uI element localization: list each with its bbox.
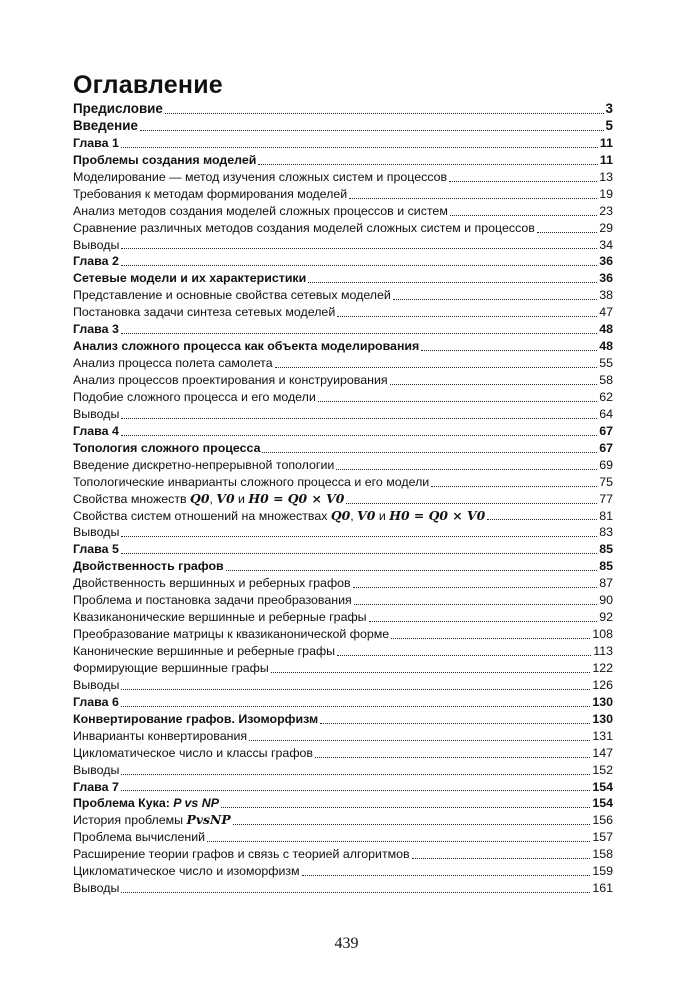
dot-leader: [308, 281, 597, 283]
toc-entry: [73, 609, 613, 626]
toc-entry-title: [73, 524, 119, 541]
toc-entry-page: 13: [599, 169, 613, 184]
math-expression: H0 = Q0 × V0: [389, 507, 486, 523]
toc-entry-page: 67: [599, 440, 613, 455]
title-text: Выводы: [73, 525, 120, 540]
toc-entry-page: 147: [592, 745, 613, 760]
title-text: Выводы: [73, 677, 120, 692]
toc-entry-title: [73, 558, 224, 575]
title-text: Проблема вычислений: [73, 830, 206, 845]
toc-entry-page: 83: [599, 525, 613, 540]
toc-entry-page: 38: [599, 288, 613, 303]
toc-entry-title: [73, 321, 119, 338]
toc-entry-title: [73, 406, 119, 423]
page-title: Оглавление: [73, 71, 223, 99]
title-text: Глава 4: [73, 423, 119, 438]
table-of-contents: [73, 101, 613, 897]
title-text: Топологические инварианты сложного процесса и его модели: [73, 474, 430, 489]
toc-entry-title: [73, 220, 535, 237]
toc-entry: [73, 270, 613, 287]
toc-entry-page: 75: [599, 474, 613, 489]
dot-leader: [369, 620, 598, 622]
title-text: Анализ методов создания моделей сложных процессов и систем: [73, 203, 448, 218]
toc-entry: [73, 287, 613, 304]
dot-leader: [537, 231, 597, 233]
dot-leader: [121, 332, 597, 334]
dot-leader: [121, 434, 597, 436]
toc-entry-page: 11: [599, 152, 613, 167]
toc-entry-title: [73, 863, 300, 880]
toc-entry-title: [73, 135, 119, 152]
toc-entry-title: [73, 389, 316, 406]
title-text: Сетевые модели и их характеристики: [73, 271, 307, 286]
toc-entry-title: [73, 203, 448, 220]
title-text: Требования к методам формирования моделей: [73, 186, 348, 201]
title-text: ,: [209, 491, 217, 506]
dot-leader: [121, 688, 590, 690]
toc-entry-title: [73, 372, 388, 389]
toc-entry-title: [73, 677, 119, 694]
toc-entry: [73, 440, 613, 457]
toc-entry-page: 113: [593, 644, 613, 658]
title-text: Конвертирование графов. Изоморфизм: [73, 711, 319, 726]
title-text: Выводы: [73, 406, 120, 421]
math-expression: V0: [216, 490, 235, 506]
dot-leader: [421, 349, 597, 351]
dot-leader: [121, 417, 597, 419]
toc-entry-title: [73, 829, 205, 846]
title-text: Выводы: [73, 237, 120, 252]
title-text: и: [234, 491, 249, 506]
toc-entry: [73, 321, 613, 338]
toc-entry-title: [73, 423, 119, 440]
toc-entry: [73, 101, 613, 118]
toc-entry-title: [73, 270, 306, 287]
toc-entry: [73, 626, 613, 643]
toc-entry: [73, 152, 613, 169]
toc-entry: [73, 186, 613, 203]
title-text: Представление и основные свойства сетевых моделей: [73, 288, 391, 303]
toc-entry-title: [73, 118, 138, 135]
toc-entry-page: 81: [599, 508, 613, 523]
toc-entry-title: [73, 541, 119, 558]
title-text: Квазиканонические вершинные и реберные графы: [73, 610, 367, 625]
toc-entry-title: [73, 745, 313, 762]
toc-entry-title: [73, 575, 351, 592]
toc-entry-title: [73, 440, 260, 457]
title-text: Глава 3: [73, 322, 119, 337]
toc-entry: [73, 118, 613, 135]
title-text: Двойственность вершинных и реберных графов: [73, 576, 351, 591]
dot-leader: [412, 857, 591, 859]
toc-entry-title: [73, 846, 410, 863]
toc-entry: [73, 880, 613, 897]
math-expression: V0: [357, 507, 376, 523]
toc-entry: [73, 660, 613, 677]
toc-entry-page: 92: [599, 610, 613, 625]
toc-entry-page: 152: [592, 762, 613, 777]
toc-entry-page: 87: [599, 576, 613, 591]
toc-entry-title: [73, 643, 335, 660]
dot-leader: [354, 603, 597, 605]
title-text: Цикломатическое число и изоморфизм: [73, 864, 300, 879]
toc-entry-title: [73, 152, 256, 169]
toc-entry-title: [73, 287, 391, 304]
toc-entry: [73, 203, 613, 220]
toc-entry-title: [73, 711, 318, 728]
toc-entry-title: [73, 304, 335, 321]
dot-leader: [320, 722, 590, 724]
dot-leader: [221, 806, 590, 808]
toc-entry: [73, 372, 613, 389]
math-expression: H0 = Q0 × V0: [248, 490, 345, 506]
toc-entry-page: 48: [599, 322, 613, 337]
toc-entry-page: 131: [592, 728, 613, 743]
toc-entry: [73, 389, 613, 406]
title-text: Инварианты конвертирования: [73, 728, 248, 743]
title-text: Выводы: [73, 762, 120, 777]
toc-entry-title: [73, 795, 219, 812]
toc-entry-page: 77: [599, 491, 613, 506]
dot-leader: [207, 840, 590, 842]
dot-leader: [275, 366, 598, 368]
toc-entry-page: 48: [599, 339, 613, 354]
toc-entry-page: 58: [599, 373, 613, 387]
toc-entry: [73, 711, 613, 728]
toc-entry-page: 154: [592, 779, 613, 794]
toc-entry: [73, 592, 613, 609]
title-text: Проблема Кука:: [73, 796, 174, 811]
toc-entry-page: 126: [592, 677, 613, 692]
title-text: Проблема и постановка задачи преобразования: [73, 593, 352, 608]
toc-entry-page: 154: [592, 796, 613, 811]
dot-leader: [271, 671, 591, 673]
dot-leader: [487, 518, 597, 520]
toc-entry-page: 69: [599, 457, 613, 472]
dot-leader: [390, 383, 598, 385]
toc-entry: [73, 135, 613, 152]
toc-entry-page: 90: [599, 593, 613, 608]
toc-entry-page: 64: [599, 406, 613, 421]
toc-entry-page: 157: [592, 830, 613, 845]
title-text: Глава 2: [73, 254, 119, 269]
toc-entry-title: [73, 660, 269, 677]
title-text: Преобразование матрицы к квазиканонической форме: [73, 627, 390, 642]
toc-entry-title: [73, 609, 367, 626]
toc-entry-page: 62: [599, 389, 613, 404]
toc-entry-title: [73, 186, 347, 203]
toc-entry-title: [73, 253, 119, 270]
toc-entry: [73, 829, 613, 846]
toc-entry: [73, 169, 613, 186]
title-text: Глава 6: [73, 694, 119, 709]
toc-entry-title: [73, 474, 429, 491]
toc-entry-page: 23: [599, 203, 613, 218]
toc-entry-title: [73, 169, 447, 186]
title-text: Анализ процесса полета самолета: [73, 356, 273, 371]
dot-leader: [450, 214, 597, 216]
toc-entry-page: 34: [599, 237, 613, 252]
title-text: Канонические вершинные и реберные графы: [73, 644, 336, 658]
title-text: Моделирование — метод изучения сложных систем и процессов: [73, 169, 448, 184]
title-text: Введение: [73, 117, 138, 133]
toc-entry-page: 159: [592, 864, 613, 879]
dot-leader: [165, 112, 604, 114]
toc-entry: [73, 677, 613, 694]
toc-entry-page: 5: [605, 117, 613, 133]
toc-entry: [73, 423, 613, 440]
title-text: Двойственность графов: [73, 559, 224, 574]
dot-leader: [121, 146, 598, 148]
title-text: Анализ сложного процесса как объекта моделирования: [73, 339, 420, 354]
dot-leader: [336, 468, 597, 470]
dot-leader: [337, 315, 597, 317]
toc-entry-title: [73, 779, 119, 796]
toc-entry: [73, 575, 613, 592]
toc-entry-title: [73, 491, 344, 508]
dot-leader: [353, 586, 598, 588]
toc-entry: [73, 558, 613, 575]
toc-entry-title: [73, 508, 485, 525]
toc-entry-page: 156: [592, 813, 613, 828]
toc-entry-title: [73, 626, 389, 643]
toc-entry: [73, 779, 613, 796]
toc-entry: [73, 220, 613, 237]
title-text: Топология сложного процесса: [73, 440, 261, 455]
toc-entry-page: 158: [592, 847, 613, 862]
title-text: Глава 5: [73, 542, 119, 557]
title-text: Введение дискретно-непрерывной топологии: [73, 457, 335, 472]
toc-entry-page: 29: [599, 220, 613, 235]
dot-leader: [121, 552, 597, 554]
title-text: Анализ процессов проектирования и конструирования: [73, 373, 388, 387]
toc-entry: [73, 474, 613, 491]
toc-entry-title: [73, 237, 119, 254]
toc-entry-page: 36: [599, 271, 613, 286]
title-text: Подобие сложного процесса и его модели: [73, 389, 316, 404]
toc-entry: [73, 541, 613, 558]
title-text: Формирующие вершинные графы: [73, 660, 269, 675]
toc-entry-page: 67: [599, 423, 613, 438]
toc-entry-title: [73, 101, 163, 118]
toc-entry-title: [73, 355, 273, 372]
toc-entry: [73, 812, 613, 829]
dot-leader: [391, 637, 590, 639]
toc-entry: [73, 338, 613, 355]
toc-entry-page: 130: [592, 694, 613, 709]
title-text: Выводы: [73, 881, 120, 896]
dot-leader: [249, 739, 590, 741]
toc-entry-title: [73, 762, 119, 779]
math-expression: Q0: [330, 507, 351, 523]
toc-entry-page: 19: [599, 186, 613, 201]
toc-entry-page: 161: [592, 881, 613, 896]
dot-leader: [302, 874, 591, 876]
toc-entry-title: [73, 880, 119, 897]
dot-leader: [226, 569, 598, 571]
toc-entry-title: [73, 728, 247, 745]
dot-leader: [233, 823, 591, 825]
title-text: Предисловие: [73, 101, 163, 116]
title-text: ,: [350, 508, 358, 523]
toc-entry-page: 11: [599, 135, 613, 150]
toc-entry-page: 85: [599, 559, 613, 574]
toc-entry: [73, 643, 613, 660]
toc-entry-title: [73, 338, 419, 355]
title-text: Глава 1: [73, 135, 119, 150]
toc-entry-title: [73, 694, 119, 711]
title-text: Цикломатическое число и классы графов: [73, 745, 313, 760]
dot-leader: [121, 773, 590, 775]
toc-entry: [73, 863, 613, 880]
title-text: Проблемы создания моделей: [73, 152, 257, 167]
title-text: Глава 7: [73, 779, 119, 794]
toc-entry-page: 108: [592, 627, 613, 642]
toc-entry: [73, 508, 613, 525]
dot-leader: [315, 756, 590, 758]
dot-leader: [262, 451, 597, 453]
title-text: Свойства систем отношений на множествах: [73, 508, 331, 523]
title-text: Расширение теории графов и связь с теорией алгоритмов: [73, 847, 410, 862]
toc-entry-page: 47: [599, 305, 613, 320]
dot-leader: [258, 163, 598, 165]
toc-entry-title: [73, 457, 334, 474]
dot-leader: [431, 485, 597, 487]
dot-leader: [337, 654, 591, 656]
toc-entry-page: 3: [605, 101, 613, 116]
dot-leader: [121, 535, 597, 537]
dot-leader: [318, 400, 597, 402]
toc-entry: [73, 846, 613, 863]
dot-leader: [349, 197, 597, 199]
toc-entry: [73, 694, 613, 711]
toc-entry: [73, 304, 613, 321]
italic-text: P vs NP: [173, 796, 219, 811]
title-text: Свойства множеств: [73, 491, 191, 506]
title-text: Сравнение различных методов создания моделей сложных систем и процессов: [73, 220, 535, 235]
toc-entry-page: 130: [592, 711, 613, 726]
toc-entry-page: 122: [592, 660, 613, 675]
dot-leader: [449, 180, 597, 182]
dot-leader: [393, 298, 597, 300]
toc-entry-page: 55: [599, 356, 613, 371]
toc-entry-page: 36: [599, 254, 613, 269]
toc-entry: [73, 795, 613, 812]
toc-entry-page: 85: [599, 542, 613, 557]
title-text: и: [375, 508, 390, 523]
page-number: 439: [334, 935, 359, 952]
dot-leader: [346, 502, 597, 504]
toc-entry: [73, 728, 613, 745]
title-text: Постановка задачи синтеза сетевых моделей: [73, 305, 336, 320]
math-expression: PvsNP: [186, 812, 231, 828]
title-text: История проблемы: [73, 813, 187, 828]
toc-entry: [73, 524, 613, 541]
dot-leader: [121, 247, 597, 249]
toc-entry: [73, 457, 613, 474]
dot-leader: [121, 705, 590, 707]
toc-entry-title: [73, 592, 352, 609]
toc-entry: [73, 253, 613, 270]
toc-entry: [73, 355, 613, 372]
toc-entry-title: [73, 812, 231, 829]
toc-entry: [73, 491, 613, 508]
toc-entry: [73, 406, 613, 423]
dot-leader: [121, 264, 597, 266]
dot-leader: [121, 789, 590, 791]
dot-leader: [140, 129, 604, 131]
dot-leader: [121, 891, 590, 893]
toc-entry: [73, 237, 613, 254]
math-expression: Q0: [190, 490, 210, 506]
toc-entry: [73, 745, 613, 762]
toc-entry: [73, 762, 613, 779]
